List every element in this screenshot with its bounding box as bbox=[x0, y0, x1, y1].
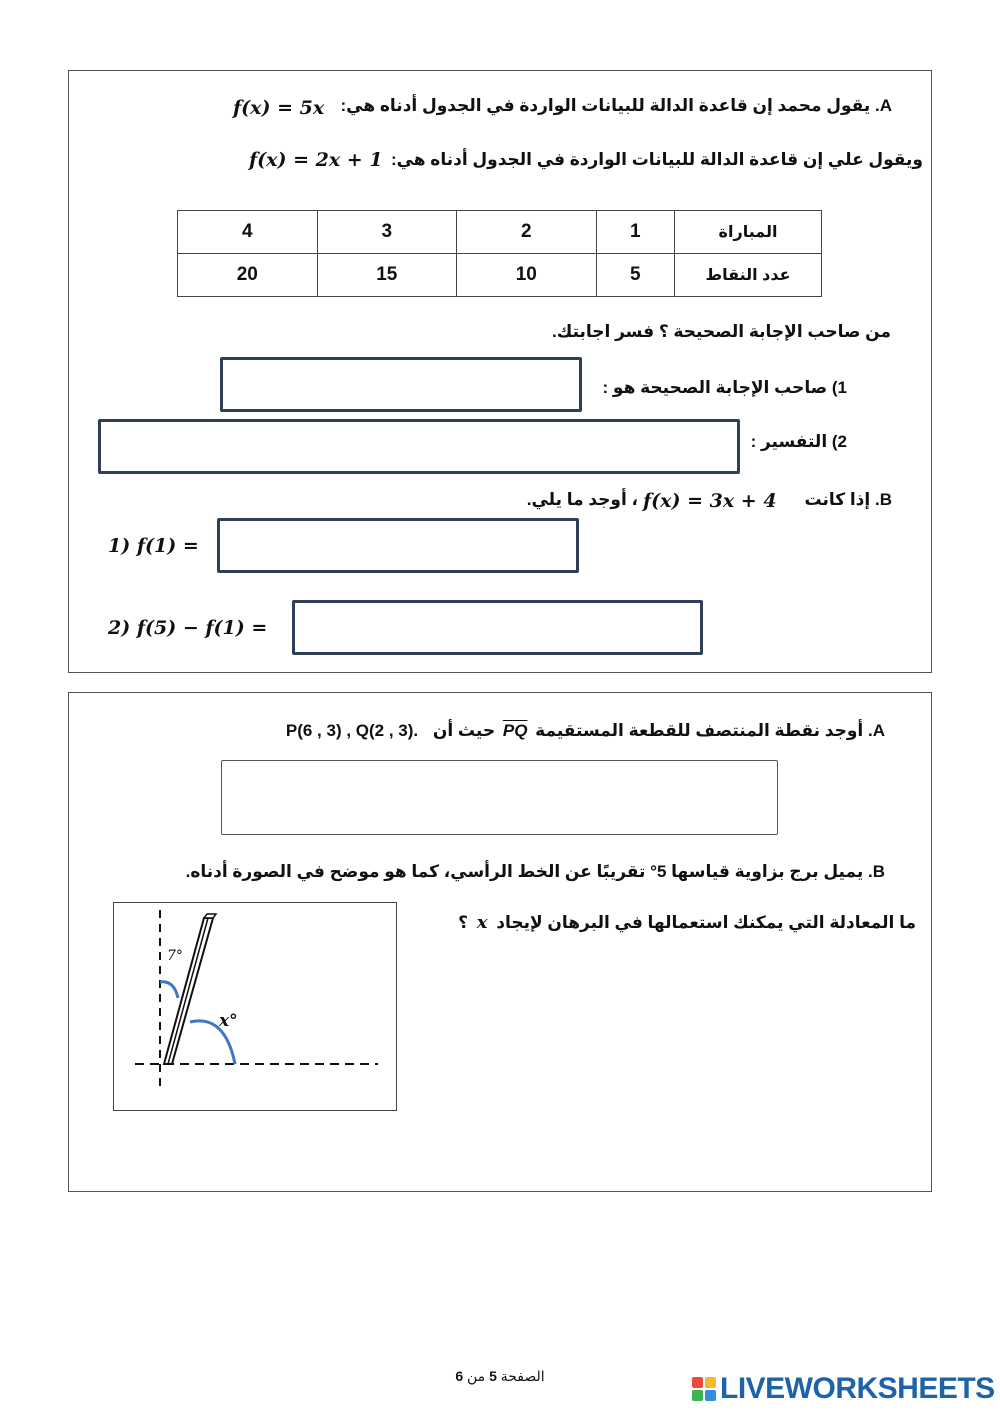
question-b-text-end: ، أوجد ما يلي. bbox=[526, 490, 638, 509]
answer-1-input[interactable] bbox=[220, 357, 582, 412]
table-cell: 10 bbox=[457, 254, 597, 297]
equation-question-text: ما المعادلة التي يمكنك استعمالها في البرهان لإيجاد bbox=[496, 913, 916, 932]
answer-1-label: 1) صاحب الإجابة الصحيحة هو : bbox=[602, 378, 847, 397]
table-header-matches: المباراة bbox=[675, 211, 822, 254]
midpoint-label: A. bbox=[867, 721, 885, 740]
angle-7-arc bbox=[160, 982, 178, 998]
formula-ali: f(x) = 2x + 1 bbox=[249, 149, 383, 171]
f1-answer-input[interactable] bbox=[217, 518, 579, 573]
equation-question-var: x bbox=[476, 912, 488, 933]
page-total: 6 bbox=[455, 1368, 464, 1384]
table-cell: 4 bbox=[178, 211, 318, 254]
table-cell: 1 bbox=[596, 211, 674, 254]
table-cell: 3 bbox=[317, 211, 457, 254]
f5-minus-f1-answer-input[interactable] bbox=[292, 600, 703, 655]
brand-name: LIVEWORKSHEETS bbox=[720, 1372, 995, 1405]
angle-7-label: 7° bbox=[167, 948, 183, 964]
question-b-text-start: إذا كانت bbox=[804, 490, 871, 509]
midpoint-question-line bbox=[286, 721, 885, 741]
tower-inner-line bbox=[168, 918, 208, 1064]
midpoint-answer-input[interactable] bbox=[221, 760, 778, 835]
tower-figure bbox=[113, 902, 397, 1111]
equation-question-line bbox=[458, 912, 916, 933]
question-a-line-2: ويقول علي إن قاعدة الدالة للبيانات الواردة في الجدول أدناه هي: bbox=[390, 150, 923, 169]
question-b-label: B. bbox=[874, 490, 892, 509]
table-cell: 20 bbox=[178, 254, 318, 297]
table-cell: 5 bbox=[596, 254, 674, 297]
page-current: 5 bbox=[489, 1368, 497, 1384]
table-cell: 2 bbox=[457, 211, 597, 254]
tower-top bbox=[204, 914, 216, 918]
segment-pq: $\overline{PQ}$ bbox=[502, 721, 528, 740]
liveworksheets-logo-icon bbox=[692, 1377, 716, 1401]
explanation-input[interactable] bbox=[98, 419, 740, 474]
table-cell: 15 bbox=[317, 254, 457, 297]
item-f1-label: 1) f(1) = bbox=[108, 535, 199, 557]
logo-square-4 bbox=[705, 1390, 716, 1401]
formula-b: f(x) = 3x + 4 bbox=[643, 490, 777, 512]
question-b-line bbox=[804, 490, 892, 510]
tower-text: يميل برج بزاوية قياسها 5° تقريبًا عن الخط الرأسي، كما هو موضح في الصورة أدناه. bbox=[185, 862, 864, 881]
question-a-line-1-text: يقول محمد إن قاعدة الدالة للبيانات الواردة في الجدول أدناه هي: bbox=[340, 96, 871, 115]
equation-question-end: ؟ bbox=[458, 913, 469, 932]
question-a-label: A. bbox=[874, 96, 892, 115]
logo-square-1 bbox=[692, 1377, 703, 1388]
table-header-points: عدد النقاط bbox=[675, 254, 822, 297]
angle-x-label: x° bbox=[219, 1011, 238, 1031]
table-row bbox=[178, 254, 822, 297]
tower-question-line bbox=[186, 862, 885, 882]
item-f5-minus-f1-label: 2) f(5) − f(1) = bbox=[108, 617, 268, 639]
data-table bbox=[177, 210, 822, 297]
midpoint-text-2: حيث أن bbox=[432, 721, 496, 740]
question-who-is-correct: من صاحب الإجابة الصحيحة ؟ فسر اجابتك. bbox=[552, 322, 891, 341]
logo-square-2 bbox=[705, 1377, 716, 1388]
question-a-line-1 bbox=[341, 96, 892, 116]
midpoint-text: أوجد نقطة المنتصف للقطعة المستقيمة bbox=[535, 721, 864, 740]
page-prefix: الصفحة bbox=[500, 1368, 545, 1384]
liveworksheets-brand[interactable] bbox=[692, 1372, 995, 1406]
answer-2-label: 2) التفسير : bbox=[750, 432, 847, 451]
table-row bbox=[178, 211, 822, 254]
logo-square-3 bbox=[692, 1390, 703, 1401]
tower-label: B. bbox=[867, 862, 885, 881]
page-middle: من bbox=[467, 1368, 486, 1384]
midpoint-points: P(6 , 3) , Q(2 , 3). bbox=[285, 721, 419, 740]
formula-mohammed: f(x) = 5x bbox=[233, 97, 325, 119]
